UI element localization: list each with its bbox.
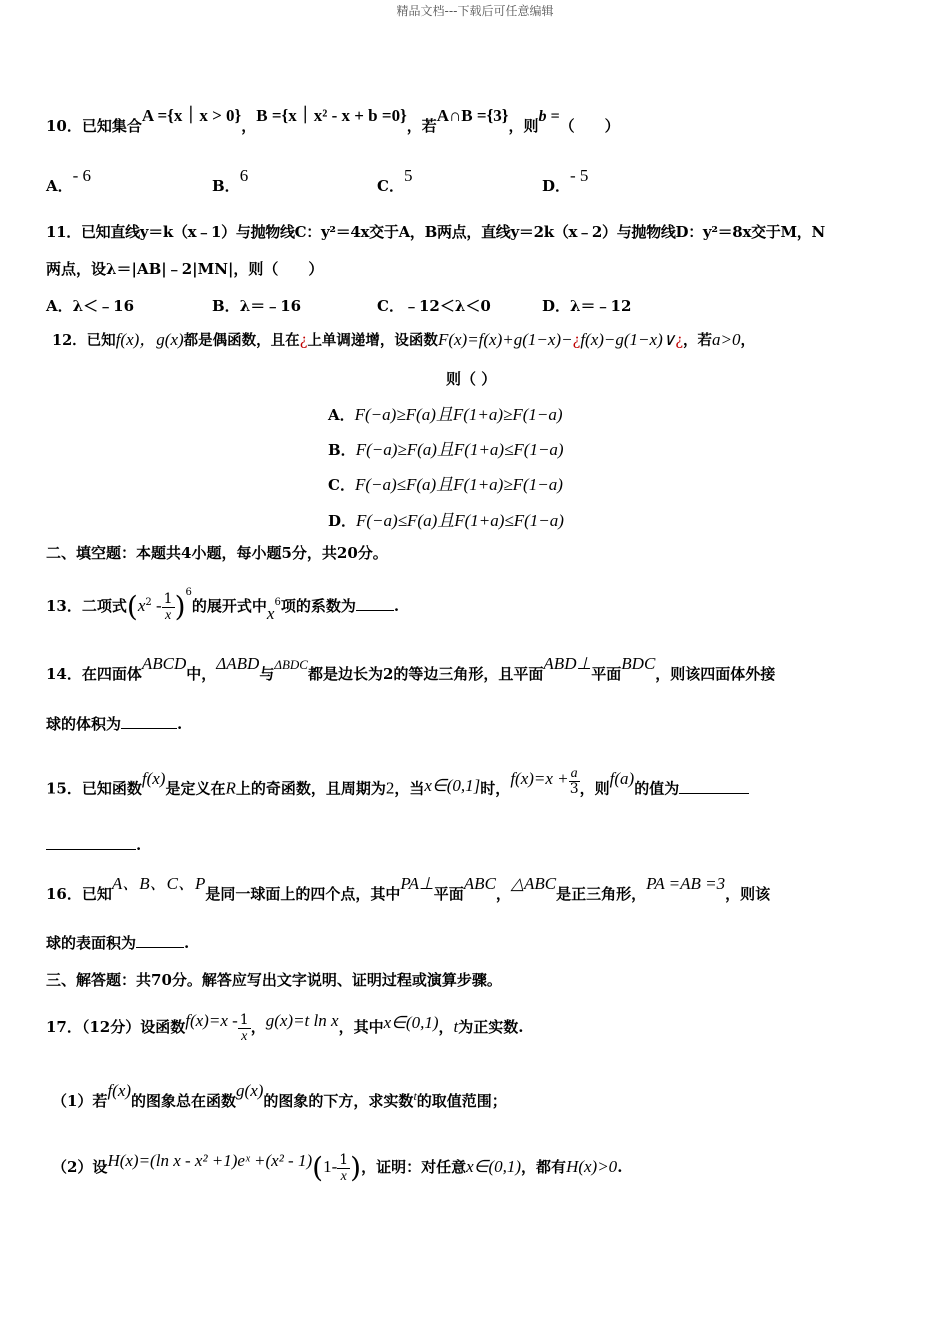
- option-value: ﹣12＜λ＜0: [403, 297, 491, 315]
- q16-tail: ，则该: [725, 885, 771, 903]
- q12-text-4: ，: [740, 332, 755, 349]
- q14-abd-perp: ABD⊥: [543, 654, 592, 673]
- q17-p2-label: （2）设: [52, 1158, 108, 1176]
- q15-fa: f(a): [609, 768, 635, 788]
- q17-part-1: [52, 1081, 507, 1112]
- q11-line-1: 11．已知直线y＝k（x﹣1）与抛物线C：y²＝4x交于A，B两点，直线y＝2k（x﹣2）与抛物线D：y²＝8x交于M，N: [46, 223, 825, 241]
- option-value: F(−a)≤F(a)且F(1+a)≥F(1−a): [354, 475, 563, 494]
- q12-line-2: 则（ ）: [446, 370, 497, 388]
- q14-line-2-text: 球的体积为: [46, 715, 122, 733]
- q10-number: 10．已知集合: [46, 117, 142, 135]
- q17-p2-text-2: ，都有: [521, 1158, 567, 1176]
- q14-yu: 与: [259, 665, 275, 683]
- q10-set-a: A ={x｜x > 0}: [141, 106, 242, 125]
- option-label: B．: [328, 441, 356, 459]
- q15-R: R: [225, 778, 236, 798]
- q15-tail: 的值为: [634, 779, 680, 798]
- q15-fraction: [569, 766, 580, 797]
- option-value: λ＝﹣16: [239, 297, 302, 315]
- option-value: λ＜﹣16: [72, 297, 135, 315]
- q15-ze: ，则: [579, 779, 610, 798]
- q16-abc: ABC: [463, 874, 496, 893]
- q10-b: b =: [538, 108, 560, 125]
- section-2-heading: 二、填空题：本题共4小题，每小题5分，共20分。: [46, 544, 388, 562]
- denominator: x: [241, 1028, 248, 1044]
- question-17: [46, 1007, 524, 1047]
- option-label: C．: [377, 177, 404, 195]
- option-value: 6: [239, 166, 249, 185]
- q17-tail: 为正实数.: [458, 1018, 524, 1036]
- q12-text-3: ，若: [682, 332, 712, 349]
- option-label: C．: [377, 297, 404, 315]
- q17-mid: ，其中: [338, 1018, 384, 1036]
- option-label: B．: [212, 177, 240, 195]
- q13-minus: -: [155, 596, 162, 615]
- page-header: 精品文档---下载后可任意编辑: [396, 4, 554, 18]
- option-value: - 6: [72, 166, 92, 185]
- option-label: D．: [542, 297, 571, 315]
- q17-f-def: f(x)=x -: [185, 1011, 238, 1030]
- denominator: x: [165, 607, 172, 623]
- q17-p2-domain: x∈(0,1): [466, 1157, 522, 1176]
- option-label: D．: [328, 512, 357, 530]
- q12-text-1: 都是偶函数，且在: [183, 332, 300, 349]
- q14-abd: ΔABD: [216, 654, 260, 673]
- q13-tail: 项的系数为: [280, 597, 356, 615]
- q16-plane: 平面: [433, 885, 464, 903]
- q12-a: a>0: [711, 330, 741, 349]
- q12-option-d: [328, 506, 564, 531]
- q17-p1-g: g(x): [236, 1081, 264, 1100]
- option-label: A．: [46, 177, 73, 195]
- option-label: A．: [328, 406, 355, 424]
- q16-line-2: [46, 933, 189, 953]
- option-value: F(−a)≤F(a)且F(1+a)≤F(1−a): [356, 511, 564, 530]
- q15-mid2: 上的奇函数，且周期为: [235, 779, 386, 798]
- answer-blank[interactable]: [679, 779, 749, 794]
- q12-text-2: 上单调递增，设函数: [307, 332, 438, 349]
- q16-mid: 是同一球面上的四个点，其中: [205, 885, 401, 903]
- q10-option-c: [377, 166, 413, 196]
- option-label: A．: [46, 297, 73, 315]
- q10-option-b: [212, 166, 249, 196]
- option-label: D．: [542, 177, 571, 195]
- q15-mid3: ，当: [394, 779, 425, 798]
- section-3-heading: 三、解答题：共70分。解答应写出文字说明、证明过程或演算步骤。: [46, 971, 502, 989]
- q10-set-b: B ={x｜x² - x + b =0}: [256, 106, 407, 125]
- q12-functions: f(x)，g(x): [115, 330, 184, 349]
- right-paren: ): [174, 590, 186, 623]
- option-value: F(−a)≥F(a)且F(1+a)≥F(1−a): [354, 405, 563, 424]
- q17-h-fraction: [337, 1153, 350, 1184]
- q13-x6-exp: 6: [274, 597, 281, 608]
- question-14: [46, 654, 776, 685]
- q14-plane: 平面: [591, 665, 622, 683]
- q13-fraction: [162, 592, 175, 623]
- question-15: [46, 766, 749, 805]
- option-label: B．: [212, 297, 240, 315]
- q13-x6: x: [266, 604, 275, 623]
- q12-F-def-2: f(x)−g(1−x)∨: [580, 330, 676, 349]
- q10-paren: （ ）: [559, 117, 620, 135]
- q12-glyph-3: ¿: [675, 333, 683, 349]
- numerator: 1: [339, 1151, 349, 1168]
- q13-exp2: 2: [145, 597, 152, 608]
- question-10: [46, 106, 620, 137]
- q17-t: t: [453, 1017, 459, 1036]
- q12-glyph-2: ¿: [572, 333, 581, 349]
- answer-blank[interactable]: [121, 714, 177, 729]
- q17-g-def: g(x)=t ln x: [265, 1011, 339, 1030]
- q15-shi: 时，: [480, 779, 511, 798]
- q16-end: .: [184, 934, 190, 952]
- q10-comma: ，: [241, 117, 257, 135]
- q13-end: .: [393, 597, 400, 615]
- q16-triangle: △ABC: [510, 874, 557, 893]
- left-paren: (: [126, 590, 138, 623]
- q10-option-a: [46, 166, 92, 196]
- q15-line-2: [46, 835, 141, 855]
- q17-number: 17．（12分）设函数: [46, 1018, 186, 1036]
- q14-bdc: ΔBDC: [274, 657, 308, 672]
- q17-comma: ，: [250, 1018, 266, 1036]
- option-value: F(−a)≥F(a)且F(1+a)≤F(1−a): [355, 440, 564, 459]
- q14-line-2: [46, 714, 182, 734]
- q15-f-def: f(x)=x +: [510, 768, 569, 788]
- question-13: [46, 583, 399, 627]
- answer-blank-continued[interactable]: [46, 835, 136, 850]
- numerator: 1: [239, 1011, 249, 1028]
- numerator: a: [570, 766, 578, 781]
- q17-domain: x∈(0,1): [383, 1013, 439, 1032]
- q17-p1-label: （1）若: [52, 1092, 108, 1110]
- option-value: - 5: [570, 166, 589, 185]
- q17-p1-text-3: 的取值范围；: [416, 1092, 507, 1110]
- q17-one-minus: 1-: [323, 1157, 338, 1176]
- q12-glyph-1: ¿: [299, 333, 308, 349]
- right-paren: ): [350, 1151, 362, 1184]
- denominator: x: [340, 1168, 347, 1184]
- left-paren: (: [312, 1151, 324, 1184]
- q17-part-2: [52, 1145, 622, 1190]
- q13-mid: 的展开式中: [191, 597, 267, 615]
- q13-x: x: [137, 596, 146, 615]
- q15-number: 15．已知函数: [46, 779, 142, 798]
- answer-blank[interactable]: [136, 933, 184, 948]
- q10-condition: A∩B ={3}: [436, 106, 509, 125]
- q11-option-a: [46, 295, 134, 316]
- option-value: 5: [403, 166, 413, 185]
- q14-tail: ，则该四面体外接: [655, 665, 776, 683]
- numerator: 1: [163, 590, 173, 607]
- q17-p2-H: H(x)>0: [566, 1157, 618, 1176]
- q10-tail: ，则: [508, 117, 539, 135]
- q16-comma: ，: [495, 885, 511, 903]
- q17-H-def: H(x)=(ln x - x² +1)eˣ +(x² - 1): [107, 1151, 313, 1170]
- q14-bdc-2: BDC: [621, 654, 656, 673]
- q10-mid: ，若: [406, 117, 437, 135]
- q11-option-d: [542, 295, 631, 316]
- q12-option-a: [328, 400, 563, 425]
- q14-mid: 都是边长为2的等边三角形，且平面: [307, 665, 544, 683]
- q12-option-b: [328, 435, 564, 460]
- q15-end: .: [136, 836, 142, 854]
- q12-option-c: [328, 470, 563, 495]
- q15-two: 2: [385, 778, 395, 798]
- q14-zhong: 中，: [186, 665, 217, 683]
- q16-equation: PA =AB =3: [646, 874, 726, 893]
- question-12: [52, 330, 755, 351]
- q14-end: .: [177, 715, 183, 733]
- question-16: [46, 874, 771, 904]
- q16-pa-perp: PA⊥: [400, 874, 434, 893]
- q11-option-c: [377, 295, 491, 316]
- q14-number: 14．在四面体: [46, 665, 142, 683]
- q10-option-d: [542, 166, 589, 196]
- q16-number: 16．已知: [46, 885, 112, 903]
- q16-line-2-text: 球的表面积为: [46, 934, 137, 952]
- q16-points: A、B、C、P: [111, 874, 206, 893]
- q14-abcd: ABCD: [141, 654, 187, 673]
- q13-number: 13．二项式: [46, 597, 127, 615]
- q15-mid1: 是定义在: [165, 779, 226, 798]
- q12-number: 12．已知: [52, 332, 116, 349]
- denominator: 3: [569, 781, 579, 797]
- q17-p2-end: .: [617, 1158, 623, 1176]
- q17-p1-t: t: [413, 1089, 417, 1103]
- q11-line-2: 两点，设λ＝|AB|﹣2|MN|，则（ ）: [46, 260, 324, 278]
- q17-p1-f: f(x): [107, 1081, 132, 1100]
- q17-comma-2: ，: [438, 1018, 454, 1036]
- q13-exp6: 6: [185, 587, 192, 598]
- q15-domain: x∈(0,1]: [424, 775, 481, 795]
- option-value: λ＝﹣12: [570, 297, 632, 315]
- option-label: C．: [328, 476, 355, 494]
- q17-p1-text-1: 的图象总在函数: [131, 1092, 237, 1110]
- q12-F-def: F(x)=f(x)+g(1−x)−: [437, 330, 573, 349]
- q17-p2-text-1: ，证明：对任意: [361, 1158, 467, 1176]
- q17-p1-text-2: 的图象的下方，求实数: [263, 1092, 414, 1110]
- q11-option-b: [212, 295, 301, 316]
- answer-blank[interactable]: [356, 596, 394, 611]
- q17-fraction: [238, 1013, 251, 1044]
- q15-fx: f(x): [141, 768, 166, 788]
- q16-mid2: 是正三角形，: [556, 885, 647, 903]
